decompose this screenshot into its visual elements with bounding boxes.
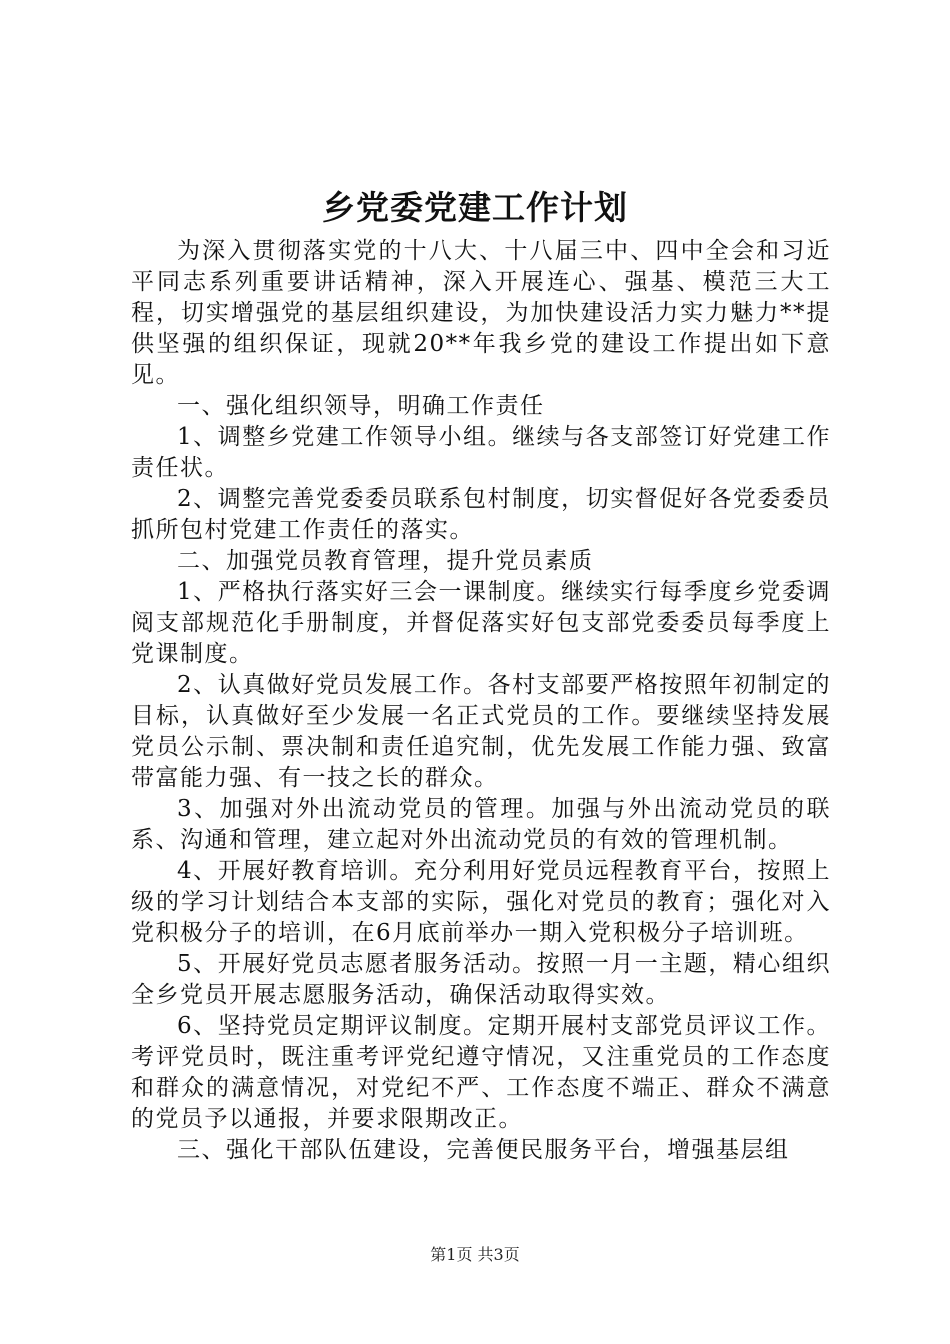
- paragraph-2-5: 5、开展好党员志愿者服务活动。按照一月一主题，精心组织全乡党员开展志愿服务活动，确保活动取得实效。: [131, 951, 831, 1008]
- paragraph-2-3: 3、加强对外出流动党员的管理。加强与外出流动党员的联系、沟通和管理，建立起对外出流动党员的有效的管理机制。: [131, 796, 831, 853]
- paragraph-2-1: 1、严格执行落实好三会一课制度。继续实行每季度乡党委调阅支部规范化手册制度，并督促落实好包支部党委委员每季度上党课制度。: [131, 579, 831, 667]
- document-title: 乡党委党建工作计划: [322, 188, 628, 227]
- paragraph-2-2: 2、认真做好党员发展工作。各村支部要严格按照年初制定的目标，认真做好至少发展一名正式党员的工作。要继续坚持发展党员公示制、票决制和责任追究制，优先发展工作能力强、致富带富能力强、有一技之长的群众。: [131, 672, 831, 791]
- paragraph-2-4: 4、开展好教育培训。充分利用好党员远程教育平台，按照上级的学习计划结合本支部的实际，强化对党员的教育；强化对入党积极分子的培训，在6月底前举办一期入党积极分子培训班。: [131, 858, 831, 946]
- paragraph-intro: 为深入贯彻落实党的十八大、十八届三中、四中全会和习近平同志系列重要讲话精神，深入开展连心、强基、模范三大工程，切实增强党的基层组织建设，为加快建设活力实力魅力**提供坚强的组织保证，现就20**年我乡党的建设工作提出如下意见。: [131, 238, 831, 388]
- paragraph-1-1: 1、调整乡党建工作领导小组。继续与各支部签订好党建工作责任状。: [131, 424, 831, 481]
- paragraph-1-2: 2、调整完善党委委员联系包村制度，切实督促好各党委委员抓所包村党建工作责任的落实。: [131, 486, 831, 543]
- section-heading-1: 一、强化组织领导，明确工作责任: [177, 393, 545, 419]
- page-footer: 第1页 共3页: [430, 1245, 520, 1264]
- document-body: [131, 236, 831, 1166]
- section-heading-2: 二、加强党员教育管理，提升党员素质: [177, 548, 594, 574]
- paragraph-2-6: 6、坚持党员定期评议制度。定期开展村支部党员评议工作。考评党员时，既注重考评党纪遵守情况，又注重党员的工作态度和群众的满意情况，对党纪不严、工作态度不端正、群众不满意的党员予以通报，并要求限期改正。: [131, 1013, 831, 1132]
- section-heading-3: 三、强化干部队伍建设，完善便民服务平台，增强基层组: [177, 1137, 790, 1163]
